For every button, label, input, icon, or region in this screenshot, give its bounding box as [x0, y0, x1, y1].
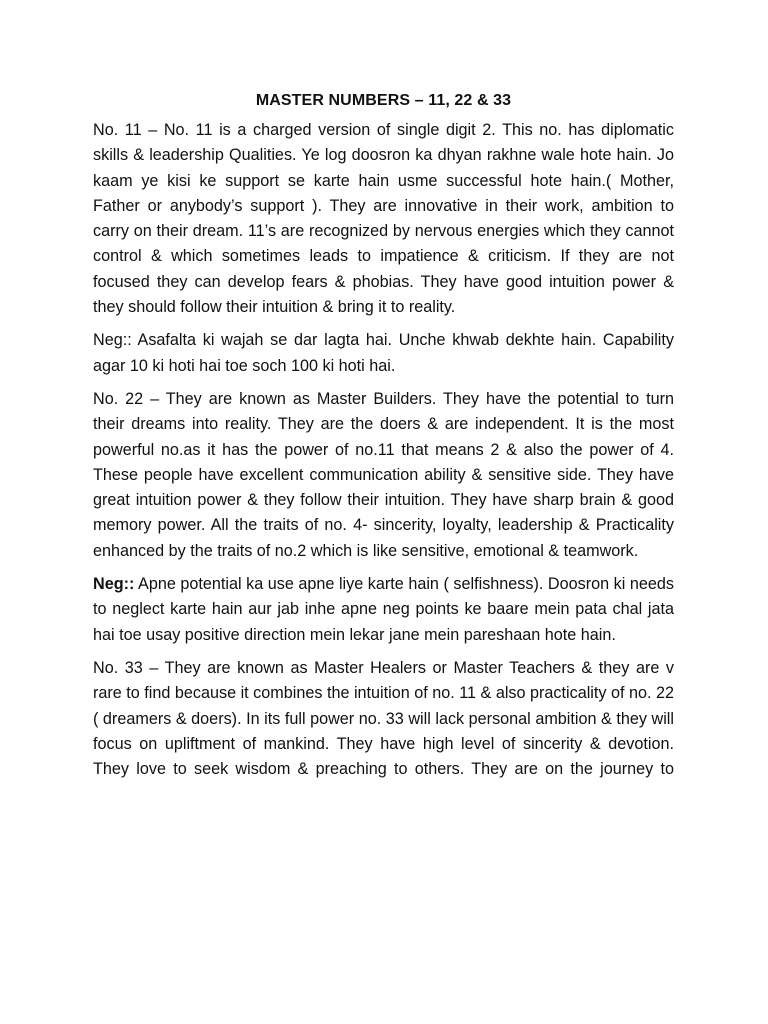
paragraph-number-22: No. 22 – They are known as Master Builders. They have the potential to turn their dreams into reality. They are the doers & are independent. It is the most powerful no.as it has the power of no.11 that means 2 & also the power of 4. These people have excellent communication ability & sensitive side. They have great intuition power & they follow their intuition. They have sharp brain & good memory power. All the traits of no. 4- sincerity, loyalty, leadership & Practicality enhanced by the traits of no.2 which is like sensitive, emotional & teamwork. — [93, 389, 674, 560]
paragraph-negative-11: Neg:: Asafalta ki wajah se dar lagta hai. Unche khwab dekhte hain. Capability agar 10 ki hoti hai toe soch 100 ki hoti hai. — [93, 331, 674, 375]
paragraph-number-11: No. 11 – No. 11 is a charged version of single digit 2. This no. has diplomatic skills & leadership Qualities. Ye log doosron ka dhyan rakhne wale hote hain. Jo kaam ye kisi ke support se karte hain usme successful hote hain.( Mother, Father or anybody’s support ). They are innovative in their work, ambition to carry on their dream. 11’s are recognized by nervous energies which they cannot control & which sometimes leads to impatience & criticism. If they are not focused they can develop fears & phobias. They have good intuition power & they should follow their intuition & bring it to reality. — [93, 121, 674, 317]
negative-label: Neg:: — [93, 575, 135, 594]
paragraph-number-33: No. 33 – They are known as Master Healers or Master Teachers & they are v rare to find because it combines the intuition of no. 11 & also practicality of no. 22 ( dreamers & doers). In its full power no. 33 will lack personal ambition & they will focus on upliftment of mankind. They have high level of sincerity & devotion. They love to seek wisdom & preaching to others. They are on the journey to — [93, 658, 674, 779]
document-title: MASTER NUMBERS – 11, 22 & 33 — [255, 92, 512, 109]
paragraph-negative-22 — [93, 572, 674, 648]
negative-text: Apne potential ka use apne liye karte hain ( selfishness). Doosron ki needs to neglect karte hain aur jab inhe apne neg points ke baare mein pata chal jata hai toe usay positive direction mein lekar jane mein pareshaan hote hain. — [93, 575, 674, 644]
document-page — [93, 90, 674, 790]
